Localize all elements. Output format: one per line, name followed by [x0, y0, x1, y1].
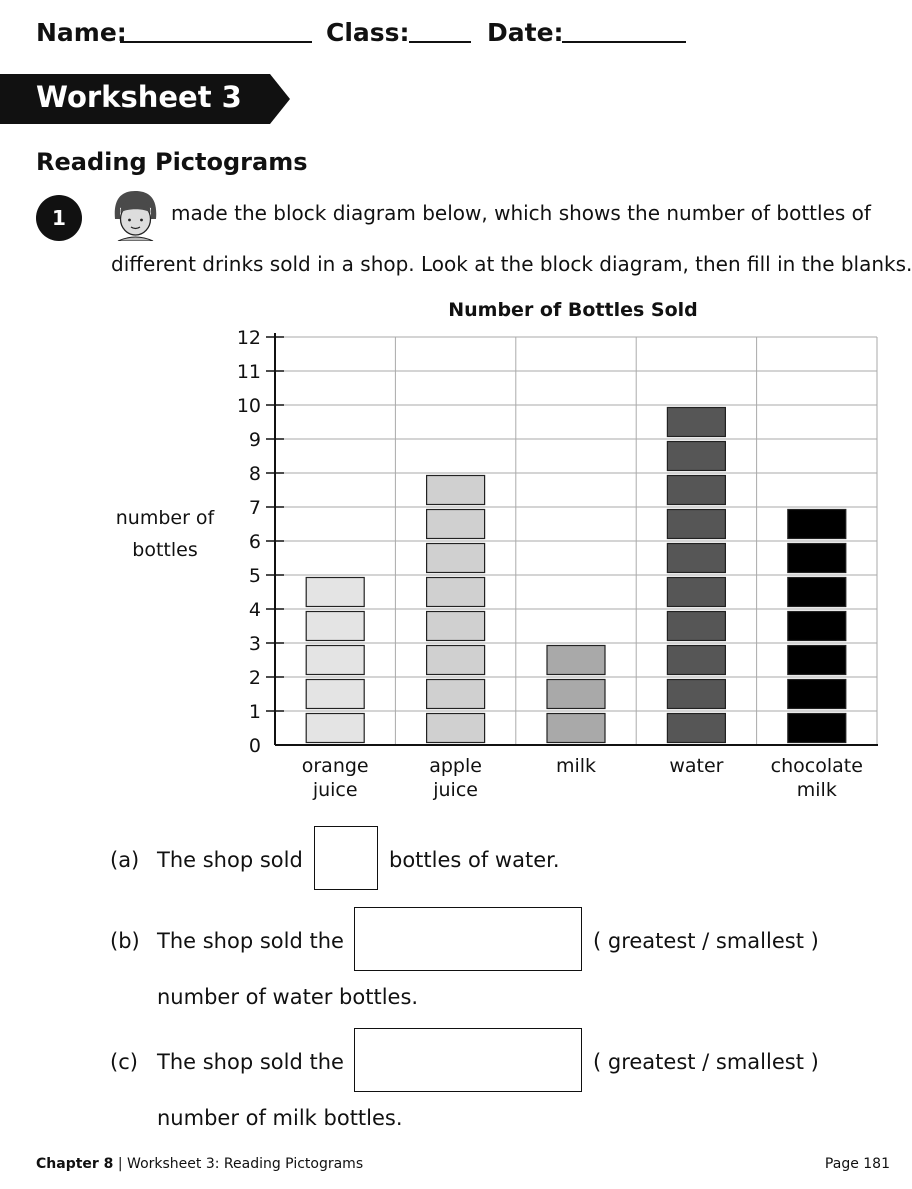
part-b-answer-box[interactable] [354, 907, 582, 971]
bar-block [788, 544, 846, 573]
y-tick-label: 12 [236, 327, 261, 349]
part-a-text-after: bottles of water. [389, 848, 560, 872]
bar-block [306, 680, 364, 709]
chart-title: Number of Bottles Sold [448, 299, 698, 321]
bar-block [427, 510, 485, 539]
bar-block [427, 612, 485, 641]
bar-block [667, 646, 725, 675]
part-c-answer-box[interactable] [354, 1028, 582, 1092]
section-title: Reading Pictograms [36, 148, 308, 176]
bar-block [547, 646, 605, 675]
bar-block [427, 646, 485, 675]
bar-block [427, 714, 485, 743]
y-tick-label: 5 [248, 565, 261, 587]
part-c-options: ( greatest / smallest ) [593, 1050, 819, 1074]
x-category-label: juice [433, 779, 478, 801]
bar-block [788, 646, 846, 675]
y-tick-label: 9 [248, 429, 261, 451]
footer-chapter: Chapter 8 [36, 1156, 114, 1172]
x-category-label: juice [312, 779, 358, 801]
x-category-label: apple [429, 755, 482, 777]
y-tick-label: 11 [236, 361, 261, 383]
date-label: Date: [487, 18, 564, 47]
bar-block [667, 578, 725, 607]
bar-block [667, 714, 725, 743]
bar-block [667, 680, 725, 709]
bar-block [306, 578, 364, 607]
bar-block [667, 408, 725, 437]
y-tick-label: 0 [248, 735, 261, 757]
question-intro-line1: made the block diagram below, which shows the number of bottles of [171, 201, 871, 225]
girl-avatar-icon [108, 189, 163, 241]
bar-block [788, 680, 846, 709]
bar-block [547, 680, 605, 709]
y-axis-label-line2: bottles [132, 539, 198, 561]
y-axis-label-line1: number of [115, 507, 215, 529]
part-a-label: (a) [110, 848, 140, 872]
x-category-label: milk [796, 779, 837, 801]
bottles-sold-chart [0, 290, 912, 810]
footer-separator: | [117, 1156, 123, 1172]
part-b-label: (b) [110, 929, 140, 953]
bar-block [547, 714, 605, 743]
x-category-label: chocolate [770, 755, 863, 777]
bar-block [667, 442, 725, 471]
y-tick-label: 3 [248, 633, 261, 655]
y-tick-label: 4 [248, 599, 261, 621]
part-a-answer-box[interactable] [314, 826, 378, 890]
name-label: Name: [36, 18, 127, 47]
part-b-text-before: The shop sold the [157, 929, 344, 953]
x-category-label: milk [555, 755, 597, 777]
footer-worksheet: Worksheet 3: Reading Pictograms [127, 1156, 364, 1172]
bar-block [788, 714, 846, 743]
bar-block [788, 510, 846, 539]
part-b-options: ( greatest / smallest ) [593, 929, 819, 953]
part-c-text-before: The shop sold the [157, 1050, 344, 1074]
bar-block [667, 476, 725, 505]
y-tick-label: 8 [248, 463, 261, 485]
footer-page-number: Page 181 [824, 1156, 890, 1172]
y-tick-label: 7 [248, 497, 261, 519]
bar-block [427, 578, 485, 607]
bar-block [667, 510, 725, 539]
bar-block [306, 714, 364, 743]
bar-block [306, 612, 364, 641]
part-a-text-before: The shop sold [157, 848, 303, 872]
y-tick-label: 6 [248, 531, 261, 553]
x-category-label: water [669, 755, 724, 777]
worksheet-title: Worksheet 3 [36, 80, 242, 114]
bar-block [427, 476, 485, 505]
class-label: Class: [326, 18, 410, 47]
question-number-badge: 1 [36, 195, 82, 241]
y-tick-label: 10 [236, 395, 261, 417]
y-tick-label: 2 [248, 667, 261, 689]
y-tick-label: 1 [248, 701, 261, 723]
bar-block [427, 544, 485, 573]
footer-left [36, 1156, 363, 1172]
part-c-text-line2: number of milk bottles. [157, 1106, 403, 1130]
bar-block [427, 680, 485, 709]
part-c-label: (c) [110, 1050, 138, 1074]
bar-block [667, 544, 725, 573]
x-category-label: orange [301, 755, 369, 777]
class-field[interactable] [409, 41, 471, 43]
bar-block [788, 578, 846, 607]
bar-block [788, 612, 846, 641]
bar-block [306, 646, 364, 675]
date-field[interactable] [562, 41, 686, 43]
bar-block [667, 612, 725, 641]
question-intro-line2: different drinks sold in a shop. Look at the block diagram, then fill in the blanks. [111, 252, 912, 276]
name-field[interactable] [120, 41, 312, 43]
part-b-text-line2: number of water bottles. [157, 985, 419, 1009]
